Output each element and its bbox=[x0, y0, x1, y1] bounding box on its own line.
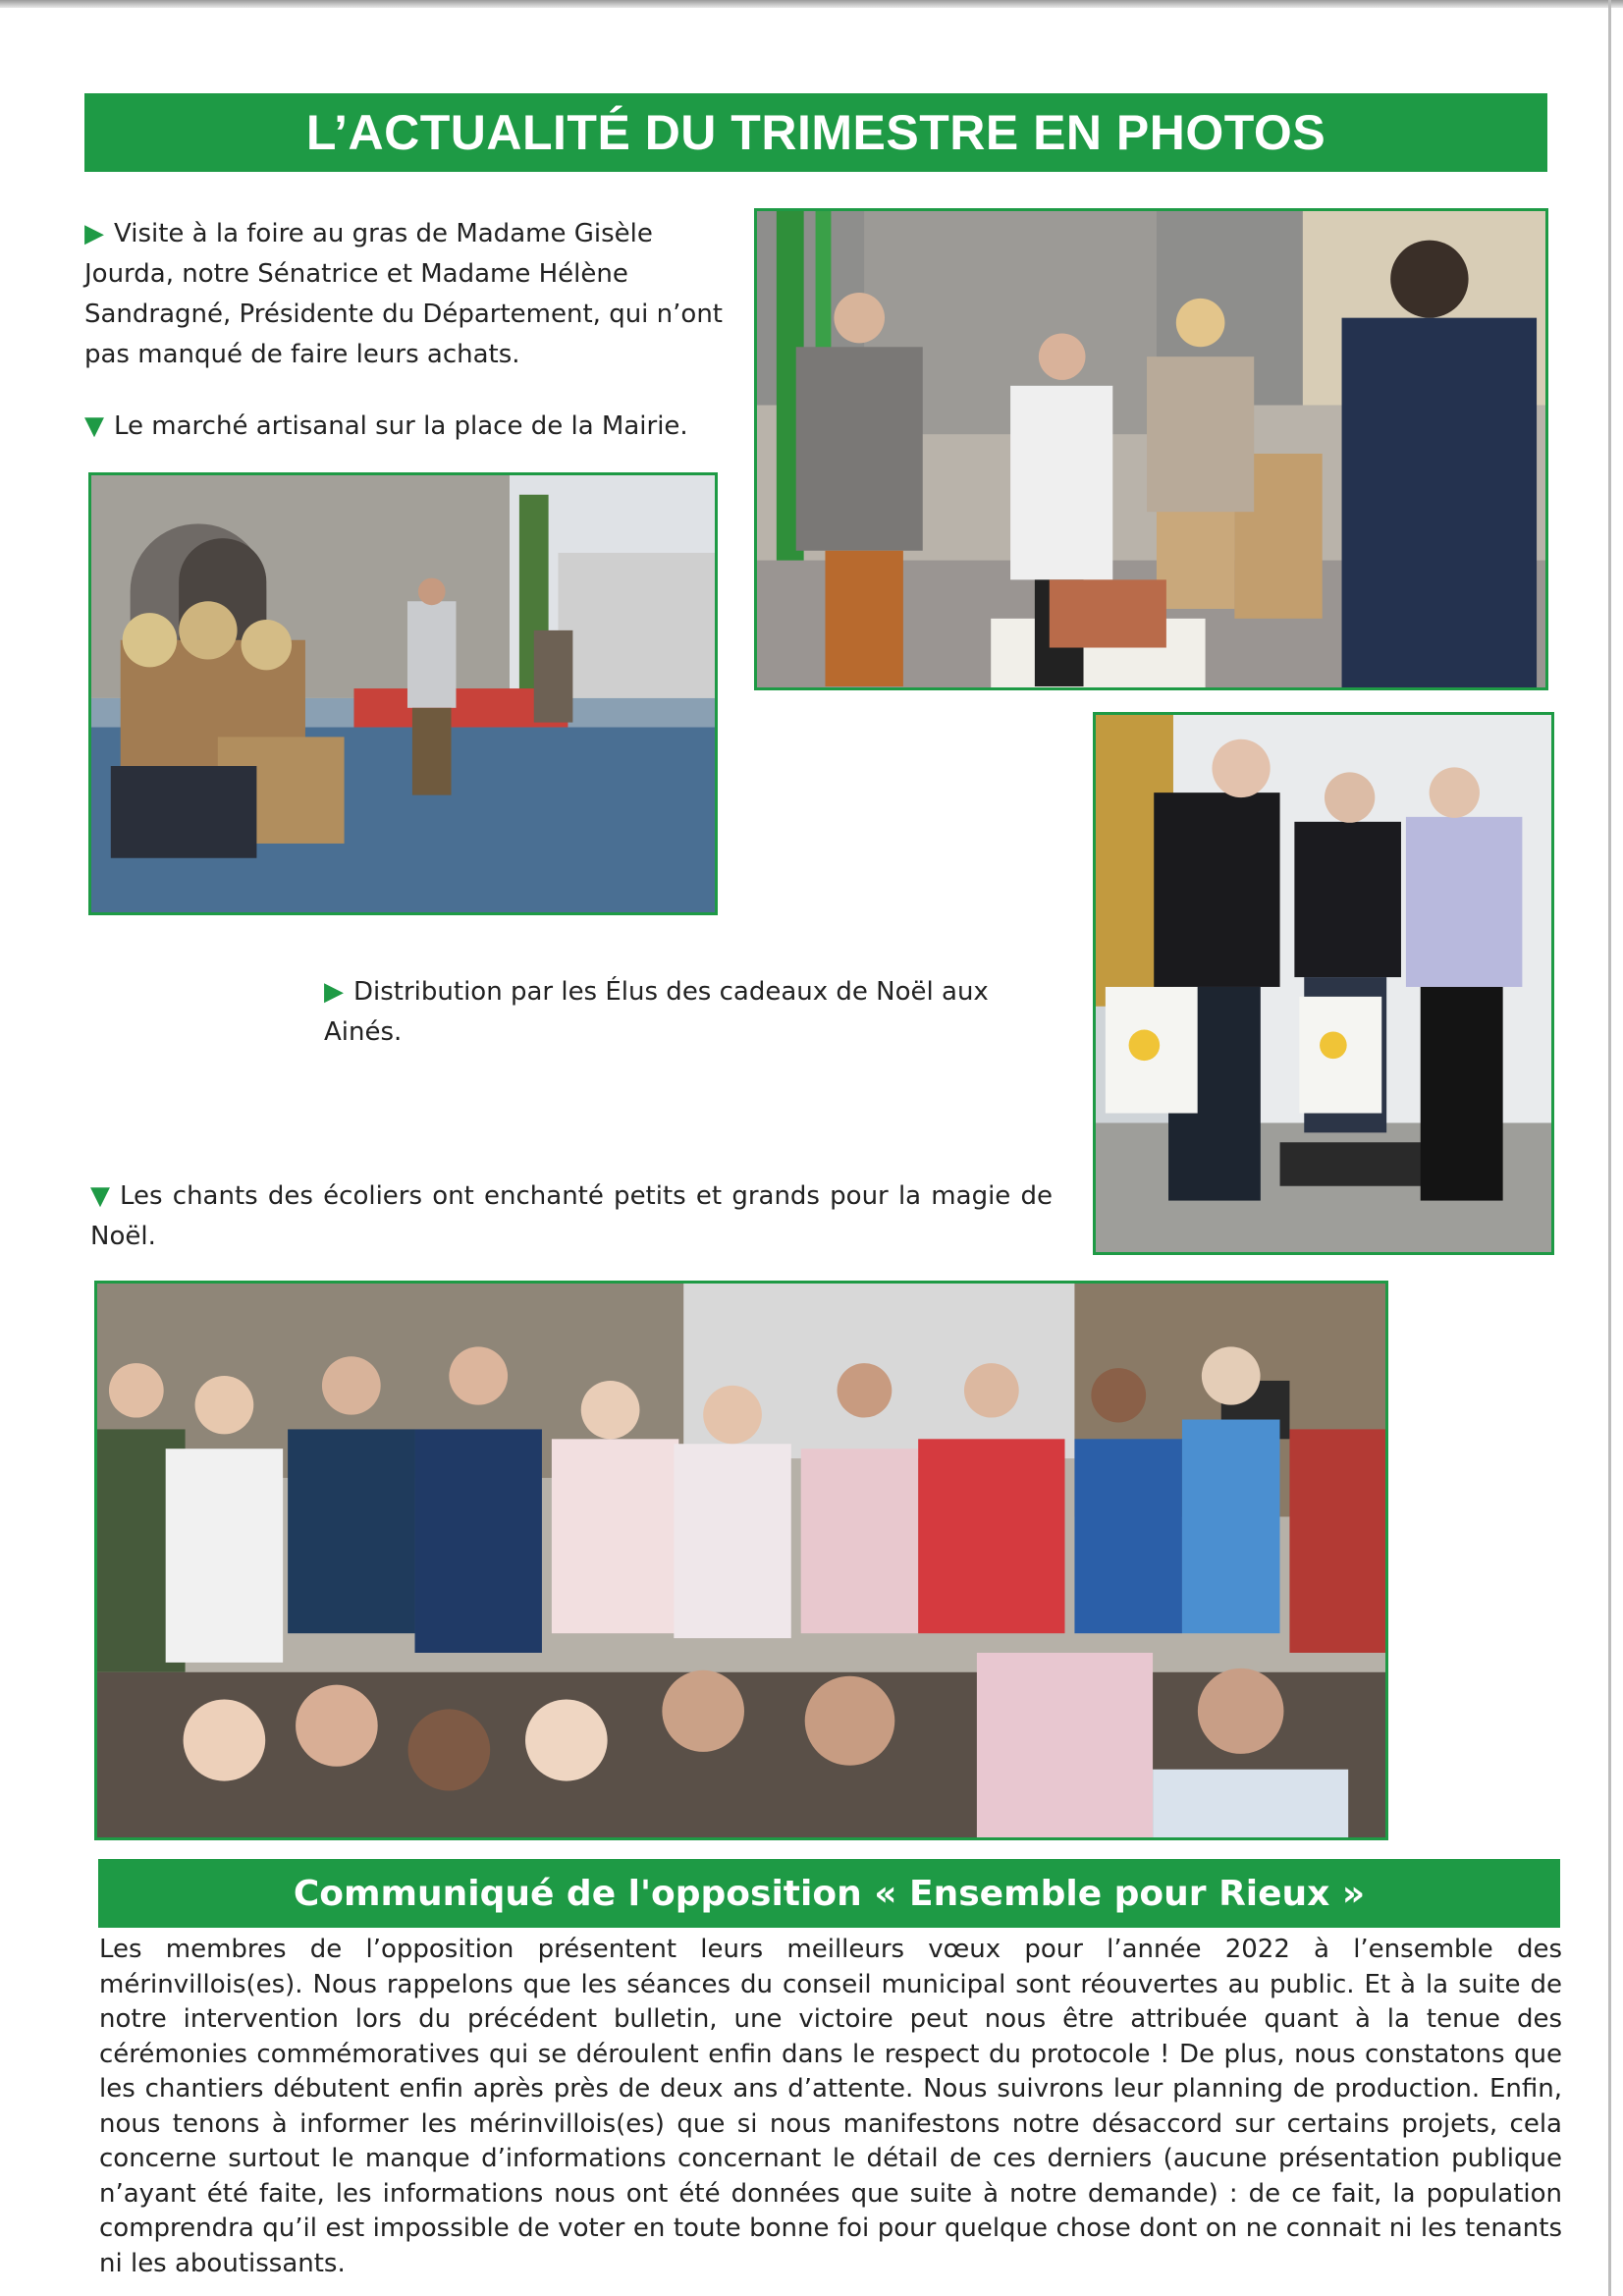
triangle-down-icon: ▼ bbox=[90, 1181, 110, 1211]
caption-chants-text: Les chants des écoliers ont enchanté petits et grands pour la magie de Noël. bbox=[90, 1181, 1053, 1251]
photo-marche-artisanal bbox=[88, 472, 718, 915]
photo-chants-ecoliers bbox=[94, 1281, 1388, 1840]
triangle-right-icon: ▶ bbox=[324, 977, 344, 1007]
page-top-edge bbox=[0, 0, 1623, 8]
caption-marche-text: Le marché artisanal sur la place de la Mairie. bbox=[114, 411, 688, 441]
caption-foire-text: Visite à la foire au gras de Madame Gisèle Jourda, notre Sénatrice et Madame Hélène Sandragné, Présidente du Département, qui n’ont pas manqué de faire leurs achats. bbox=[84, 219, 723, 369]
photo-foire-au-gras bbox=[754, 208, 1548, 690]
photo-distribution-noel bbox=[1093, 712, 1554, 1255]
communique-title-banner bbox=[98, 1859, 1560, 1928]
caption-marche bbox=[84, 407, 723, 447]
page-right-edge bbox=[1608, 0, 1611, 2296]
triangle-right-icon: ▶ bbox=[84, 219, 104, 248]
caption-distribution bbox=[324, 972, 1070, 1053]
page-title-banner bbox=[84, 93, 1547, 172]
triangle-down-icon: ▼ bbox=[84, 411, 104, 441]
caption-foire bbox=[84, 214, 723, 375]
communique-title: Communiqué de l'opposition « Ensemble pour Rieux » bbox=[293, 1873, 1366, 1914]
communique-body: Les membres de l’opposition présentent leurs meilleurs vœux pour l’année 2022 à l’ensemble des mérinvillois(es). Nous rappelons que les séances du conseil municipal sont réouvertes au public. Et à la suite de notre intervention lors du précédent bulletin, une victoire peut nous être attribuée quant à la tenue des cérémonies commémoratives qui se déroulent enfin dans le respect du protocole ! De plus, nous constatons que les chantiers débutent enfin après près de deux ans d’attente. Nous suivrons leur planning de production. Enfin, nous tenons à informer les mérinvillois(es) que si nous manifestons notre désaccord sur certains projets, cela concerne surtout le manque d’informations concernant le détail de ces derniers (aucune présentation publique n’ayant été faite, les informations nous ont été données que suite à notre demande) : de ce fait, la population comprendra qu’il est impossible de voter en toute bonne foi pour quelque chose dont on ne connait ni les tenants ni les aboutissants. bbox=[99, 1935, 1562, 2278]
photo-marche-illustration bbox=[91, 475, 715, 912]
photo-distribution-illustration bbox=[1096, 715, 1551, 1252]
photo-foire-illustration bbox=[757, 211, 1545, 687]
page-title: L’ACTUALITÉ DU TRIMESTRE EN PHOTOS bbox=[305, 105, 1326, 160]
caption-chants bbox=[90, 1176, 1053, 1257]
photo-chants-illustration bbox=[97, 1284, 1385, 1837]
caption-distribution-text: Distribution par les Élus des cadeaux de Noël aux Ainés. bbox=[324, 977, 989, 1047]
